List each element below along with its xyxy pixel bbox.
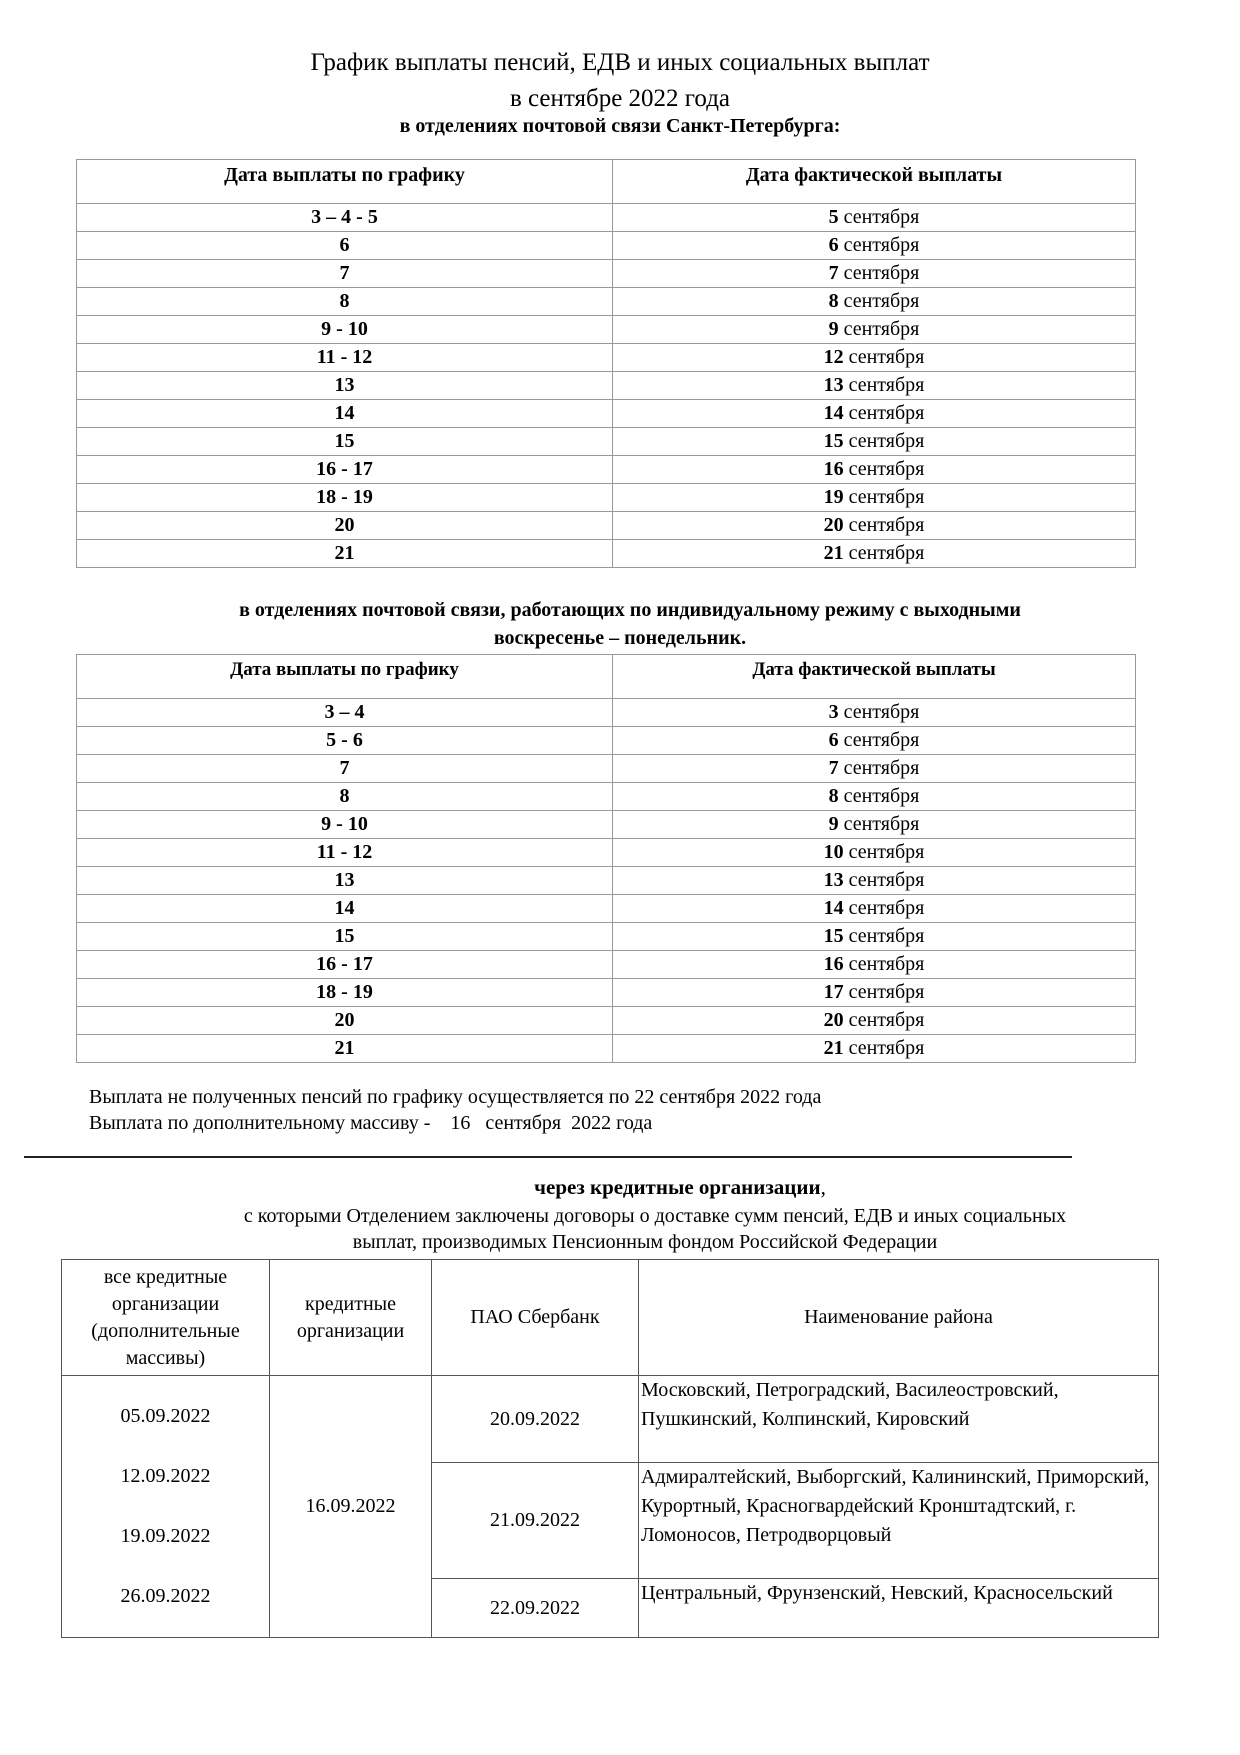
actual-day-number: 6 bbox=[828, 234, 839, 256]
actual-day-number: 12 bbox=[823, 346, 844, 368]
scheduled-date-cell: 15 bbox=[77, 923, 613, 951]
credit-description-line1: с которыми Отделением заключены договоры о доставке сумм пенсий, ЕДВ и иных социальных bbox=[243, 1205, 1067, 1227]
actual-date-cell bbox=[613, 839, 1136, 867]
sberbank-date-cell: 22.09.2022 bbox=[432, 1579, 639, 1638]
actual-date-cell bbox=[613, 811, 1136, 839]
scheduled-date-cell: 16 - 17 bbox=[77, 951, 613, 979]
actual-date-cell bbox=[613, 288, 1136, 316]
actual-day-number: 9 bbox=[828, 813, 839, 835]
column-header-district: Наименование района bbox=[639, 1260, 1159, 1376]
actual-day-number: 20 bbox=[823, 1009, 844, 1031]
month-word: сентября bbox=[843, 813, 920, 835]
scheduled-date-cell: 8 bbox=[77, 288, 613, 316]
actual-date-cell bbox=[613, 372, 1136, 400]
month-word: сентября bbox=[843, 701, 920, 723]
scheduled-date-cell: 13 bbox=[77, 372, 613, 400]
actual-day-number: 9 bbox=[828, 318, 839, 340]
actual-date-cell bbox=[613, 1035, 1136, 1063]
column-header-actual-date: Дата фактической выплаты bbox=[613, 655, 1136, 699]
scheduled-date-cell: 11 - 12 bbox=[77, 344, 613, 372]
actual-day-number: 6 bbox=[828, 729, 839, 751]
actual-date-cell bbox=[613, 895, 1136, 923]
table-body bbox=[77, 204, 1136, 568]
additional-batch-date: 12.09.2022 bbox=[120, 1465, 211, 1487]
table-header-row bbox=[77, 655, 1136, 699]
additional-batch-date: 19.09.2022 bbox=[120, 1525, 211, 1547]
table-row bbox=[77, 867, 1136, 895]
month-word: сентября bbox=[848, 981, 925, 1003]
actual-day-number: 14 bbox=[823, 897, 844, 919]
actual-day-number: 15 bbox=[823, 925, 844, 947]
scheduled-date-cell: 15 bbox=[77, 428, 613, 456]
table-row bbox=[77, 484, 1136, 512]
actual-day-number: 15 bbox=[823, 430, 844, 452]
district-list-cell: Центральный, Фрунзенский, Невский, Красносельский bbox=[639, 1579, 1159, 1638]
actual-date-cell bbox=[613, 204, 1136, 232]
column-header-credit-orgs: кредитные организации bbox=[270, 1260, 432, 1376]
section-heading-post-offices: в отделениях почтовой связи Санкт-Петербурга: bbox=[399, 115, 841, 137]
scheduled-date-cell: 7 bbox=[77, 260, 613, 288]
scheduled-date-cell: 11 - 12 bbox=[77, 839, 613, 867]
post-office-schedule-table bbox=[76, 159, 1136, 568]
actual-day-number: 21 bbox=[823, 542, 844, 564]
month-word: сентября bbox=[848, 346, 925, 368]
document-title-period: в сентябре 2022 года bbox=[509, 85, 731, 112]
month-word: сентября bbox=[848, 925, 925, 947]
actual-date-cell bbox=[613, 316, 1136, 344]
actual-date-cell bbox=[613, 755, 1136, 783]
individual-mode-schedule-table bbox=[76, 654, 1136, 1063]
actual-date-cell bbox=[613, 699, 1136, 727]
actual-day-number: 7 bbox=[828, 262, 839, 284]
column-header-all-credit-orgs: все кредитные организации (дополнительные массивы) bbox=[62, 1260, 270, 1376]
scheduled-date-cell: 18 - 19 bbox=[77, 484, 613, 512]
actual-date-cell bbox=[613, 428, 1136, 456]
credit-description-line2: выплат, производимых Пенсионным фондом Российской Федерации bbox=[352, 1231, 938, 1253]
month-word: сентября bbox=[848, 402, 925, 424]
district-list-cell: Адмиралтейский, Выборгский, Калининский, Приморский, Курортный, Красногвардейский Кронштадтский, г. Ломоносов, Петродворцовый bbox=[639, 1463, 1159, 1579]
scheduled-date-cell: 20 bbox=[77, 1007, 613, 1035]
actual-date-cell bbox=[613, 512, 1136, 540]
table-row bbox=[77, 512, 1136, 540]
actual-date-cell bbox=[613, 484, 1136, 512]
actual-date-cell bbox=[613, 867, 1136, 895]
scheduled-date-cell: 18 - 19 bbox=[77, 979, 613, 1007]
column-header-actual-date: Дата фактической выплаты bbox=[613, 160, 1136, 204]
month-word: сентября bbox=[848, 953, 925, 975]
credit-org-date-cell: 16.09.2022 bbox=[270, 1376, 432, 1638]
actual-date-cell bbox=[613, 260, 1136, 288]
table-row bbox=[77, 923, 1136, 951]
scheduled-date-cell: 13 bbox=[77, 867, 613, 895]
scheduled-date-cell: 5 - 6 bbox=[77, 727, 613, 755]
table-row bbox=[77, 540, 1136, 568]
section-heading-credit-orgs bbox=[0, 1173, 1240, 1201]
table-row bbox=[77, 428, 1136, 456]
all-credit-org-dates-cell bbox=[62, 1376, 270, 1638]
column-header-scheduled-date: Дата выплаты по графику bbox=[77, 655, 613, 699]
month-word: сентября bbox=[848, 869, 925, 891]
actual-day-number: 16 bbox=[823, 458, 844, 480]
scheduled-date-cell: 14 bbox=[77, 895, 613, 923]
month-word: сентября bbox=[843, 234, 920, 256]
actual-day-number: 19 bbox=[823, 486, 844, 508]
actual-date-cell bbox=[613, 232, 1136, 260]
actual-day-number: 13 bbox=[823, 869, 844, 891]
sberbank-date-cell: 20.09.2022 bbox=[432, 1376, 639, 1463]
actual-day-number: 8 bbox=[828, 785, 839, 807]
actual-date-cell bbox=[613, 727, 1136, 755]
scheduled-date-cell: 21 bbox=[77, 1035, 613, 1063]
month-word: сентября bbox=[848, 542, 925, 564]
month-word: сентября bbox=[848, 897, 925, 919]
month-word: сентября bbox=[843, 785, 920, 807]
table-row bbox=[77, 811, 1136, 839]
table-row bbox=[77, 344, 1136, 372]
actual-date-cell bbox=[613, 400, 1136, 428]
month-word: сентября bbox=[848, 486, 925, 508]
scheduled-date-cell: 7 bbox=[77, 755, 613, 783]
month-word: сентября bbox=[848, 841, 925, 863]
district-list-cell: Московский, Петроградский, Василеостровский, Пушкинский, Колпинский, Кировский bbox=[639, 1376, 1159, 1463]
table-row bbox=[77, 316, 1136, 344]
table-row bbox=[77, 755, 1136, 783]
month-word: сентября bbox=[843, 290, 920, 312]
sberbank-date-cell: 21.09.2022 bbox=[432, 1463, 639, 1579]
column-header-scheduled-date: Дата выплаты по графику bbox=[77, 160, 613, 204]
month-word: сентября bbox=[843, 318, 920, 340]
actual-day-number: 14 bbox=[823, 402, 844, 424]
month-word: сентября bbox=[848, 514, 925, 536]
table-row bbox=[77, 699, 1136, 727]
actual-day-number: 17 bbox=[823, 981, 844, 1003]
credit-heading-text: через кредитные организации bbox=[534, 1175, 821, 1199]
additional-batch-date: 26.09.2022 bbox=[120, 1585, 211, 1607]
table-row bbox=[77, 232, 1136, 260]
scheduled-date-cell: 8 bbox=[77, 783, 613, 811]
additional-batch-date: 05.09.2022 bbox=[120, 1405, 211, 1427]
table-row bbox=[77, 260, 1136, 288]
note-unreceived-pensions: Выплата не полученных пенсий по графику осуществляется по 22 сентября 2022 года bbox=[89, 1086, 822, 1108]
table-row bbox=[77, 288, 1136, 316]
section-heading-individual-mode: в отделениях почтовой связи, работающих по индивидуальному режиму с выходными bbox=[239, 599, 1021, 621]
month-word: сентября bbox=[848, 374, 925, 396]
scheduled-date-cell: 6 bbox=[77, 232, 613, 260]
scheduled-date-cell: 16 - 17 bbox=[77, 456, 613, 484]
table-row bbox=[62, 1376, 1159, 1463]
actual-day-number: 16 bbox=[823, 953, 844, 975]
month-word: сентября bbox=[843, 729, 920, 751]
section-heading-days-off: воскресенье – понедельник. bbox=[493, 627, 747, 649]
actual-date-cell bbox=[613, 951, 1136, 979]
actual-date-cell bbox=[613, 344, 1136, 372]
month-word: сентября bbox=[848, 430, 925, 452]
document-title: График выплаты пенсий, ЕДВ и иных социальных выплат bbox=[310, 49, 930, 76]
actual-day-number: 7 bbox=[828, 757, 839, 779]
scheduled-date-cell: 21 bbox=[77, 540, 613, 568]
actual-day-number: 21 bbox=[823, 1037, 844, 1059]
actual-day-number: 13 bbox=[823, 374, 844, 396]
actual-day-number: 8 bbox=[828, 290, 839, 312]
month-word: сентября bbox=[843, 206, 920, 228]
month-word: сентября bbox=[843, 757, 920, 779]
section-divider bbox=[24, 1156, 1072, 1158]
actual-date-cell bbox=[613, 1007, 1136, 1035]
actual-day-number: 10 bbox=[823, 841, 844, 863]
month-word: сентября bbox=[848, 1037, 925, 1059]
table-body bbox=[77, 699, 1136, 1063]
actual-date-cell bbox=[613, 923, 1136, 951]
table-header-row bbox=[62, 1260, 1159, 1376]
actual-day-number: 5 bbox=[828, 206, 839, 228]
table-row bbox=[77, 895, 1136, 923]
credit-heading-comma: , bbox=[820, 1175, 826, 1199]
table-row bbox=[77, 951, 1136, 979]
scheduled-date-cell: 3 – 4 bbox=[77, 699, 613, 727]
table-row bbox=[77, 204, 1136, 232]
actual-day-number: 20 bbox=[823, 514, 844, 536]
note-additional-batch: Выплата по дополнительному массиву - 16 сентября 2022 года bbox=[89, 1112, 653, 1134]
table-row bbox=[77, 456, 1136, 484]
table-row bbox=[77, 839, 1136, 867]
month-word: сентября bbox=[848, 458, 925, 480]
table-row bbox=[77, 400, 1136, 428]
credit-org-schedule-table bbox=[61, 1259, 1159, 1638]
actual-date-cell bbox=[613, 540, 1136, 568]
scheduled-date-cell: 9 - 10 bbox=[77, 811, 613, 839]
actual-date-cell bbox=[613, 979, 1136, 1007]
column-header-sberbank: ПАО Сбербанк bbox=[432, 1260, 639, 1376]
table-row bbox=[77, 979, 1136, 1007]
month-word: сентября bbox=[848, 1009, 925, 1031]
scheduled-date-cell: 9 - 10 bbox=[77, 316, 613, 344]
scheduled-date-cell: 3 – 4 - 5 bbox=[77, 204, 613, 232]
table-row bbox=[77, 727, 1136, 755]
month-word: сентября bbox=[843, 262, 920, 284]
table-row bbox=[77, 1035, 1136, 1063]
table-row bbox=[77, 783, 1136, 811]
table-header-row bbox=[77, 160, 1136, 204]
scheduled-date-cell: 20 bbox=[77, 512, 613, 540]
actual-date-cell bbox=[613, 456, 1136, 484]
actual-day-number: 3 bbox=[828, 701, 839, 723]
table-row bbox=[77, 1007, 1136, 1035]
scheduled-date-cell: 14 bbox=[77, 400, 613, 428]
actual-date-cell bbox=[613, 783, 1136, 811]
table-row bbox=[77, 372, 1136, 400]
